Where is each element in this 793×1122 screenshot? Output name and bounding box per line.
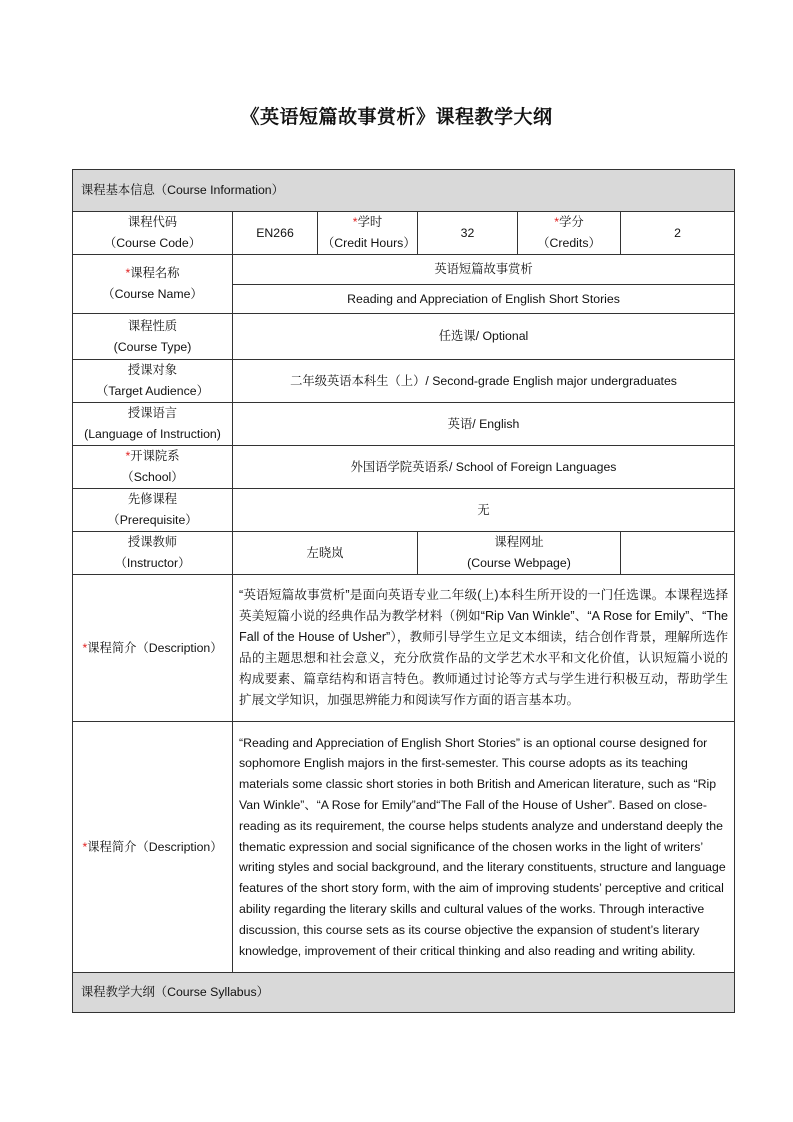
label-instructor: 授课教师 （Instructor） <box>73 532 233 575</box>
value-course-name-en: Reading and Appreciation of English Short Stories <box>233 285 735 314</box>
value-prerequisite: 无 <box>233 489 735 532</box>
text-description-cn: “英语短篇故事赏析”是面向英语专业二年级(上)本科生所开设的一门任选课。本课程选择英美短篇小说的经典作品为教学材料（例如“Rip Van Winkle”、“A Rose for Emily”、“The Fall of the House of Usher”），教师引导学生立足文本细读，结合创作背景，理解所选作品的主题思想和社会意义，充分欣赏作品的文学艺术水平和文化价值，认识短篇小说的构成要素、篇章结构和语言特色。教师通过讨论等方式与学生进行积极互动，帮助学生扩展文学知识，加强思辨能力和阅读写作方面的语言基本功。 <box>233 575 735 722</box>
label-description-en: *课程简介（Description） <box>73 722 233 973</box>
row-course-type <box>73 314 735 360</box>
section-header-syllabus <box>73 973 735 1013</box>
row-school <box>73 446 735 489</box>
row-course-code <box>73 212 735 255</box>
course-info-table <box>72 169 735 1013</box>
section-header-info <box>73 170 735 212</box>
row-language <box>73 403 735 446</box>
value-instructor: 左晓岚 <box>233 532 418 575</box>
value-webpage <box>621 532 735 575</box>
row-description-cn <box>73 575 735 722</box>
label-language: 授课语言 (Language of Instruction) <box>73 403 233 446</box>
value-course-type: 任选课/ Optional <box>233 314 735 360</box>
value-credits: 2 <box>621 212 735 255</box>
value-school: 外国语学院英语系/ School of Foreign Languages <box>233 446 735 489</box>
label-school: *开课院系 （School） <box>73 446 233 489</box>
row-description-en <box>73 722 735 973</box>
label-prerequisite: 先修课程 （Prerequisite） <box>73 489 233 532</box>
label-credit-hours: *学时 （Credit Hours） <box>318 212 418 255</box>
value-audience: 二年级英语本科生（上）/ Second-grade English major undergraduates <box>233 360 735 403</box>
label-audience: 授课对象 （Target Audience） <box>73 360 233 403</box>
value-credit-hours: 32 <box>418 212 518 255</box>
document-title: 《英语短篇故事赏析》课程教学大纲 <box>240 106 553 128</box>
value-course-name-cn: 英语短篇故事赏析 <box>233 255 735 285</box>
row-instructor <box>73 532 735 575</box>
row-audience <box>73 360 735 403</box>
label-description-cn: *课程简介（Description） <box>73 575 233 722</box>
label-webpage: 课程网址 (Course Webpage) <box>418 532 621 575</box>
text-description-en: “Reading and Appreciation of English Short Stories” is an optional course designed for sophomore English majors in the first-semester. This course adopts as its teaching materials some classic short stories in both British and American literature, such as “Rip Van Winkle”、“A Rose for Emily”and“The Fall of the House of Usher”. Based on close-reading as its requirement, the course helps students analyze and understand deeply the thematic expression and social significance of the chosen works in the light of writers’ writing styles and social background, and the literary constituents, structure and language features of the short story form, with the aim of improving students’ perceptive and critical ability regarding the literary skills and cultural values of the works. Through interactive discussion, this course sets as its course objective the expansion of student’s literary knowledge, improvement of their critical thinking and also reading and writing ability. <box>233 722 735 973</box>
row-course-name-cn <box>73 255 735 285</box>
label-course-type: 课程性质 (Course Type) <box>73 314 233 360</box>
row-prerequisite <box>73 489 735 532</box>
value-language: 英语/ English <box>233 403 735 446</box>
label-course-name: *课程名称 （Course Name） <box>73 255 233 314</box>
value-course-code: EN266 <box>233 212 318 255</box>
label-course-code: 课程代码 （Course Code） <box>73 212 233 255</box>
section-title-info: 课程基本信息（Course Information） <box>73 170 735 212</box>
section-title-syllabus: 课程教学大纲（Course Syllabus） <box>73 973 735 1013</box>
label-credits: *学分 （Credits） <box>518 212 621 255</box>
